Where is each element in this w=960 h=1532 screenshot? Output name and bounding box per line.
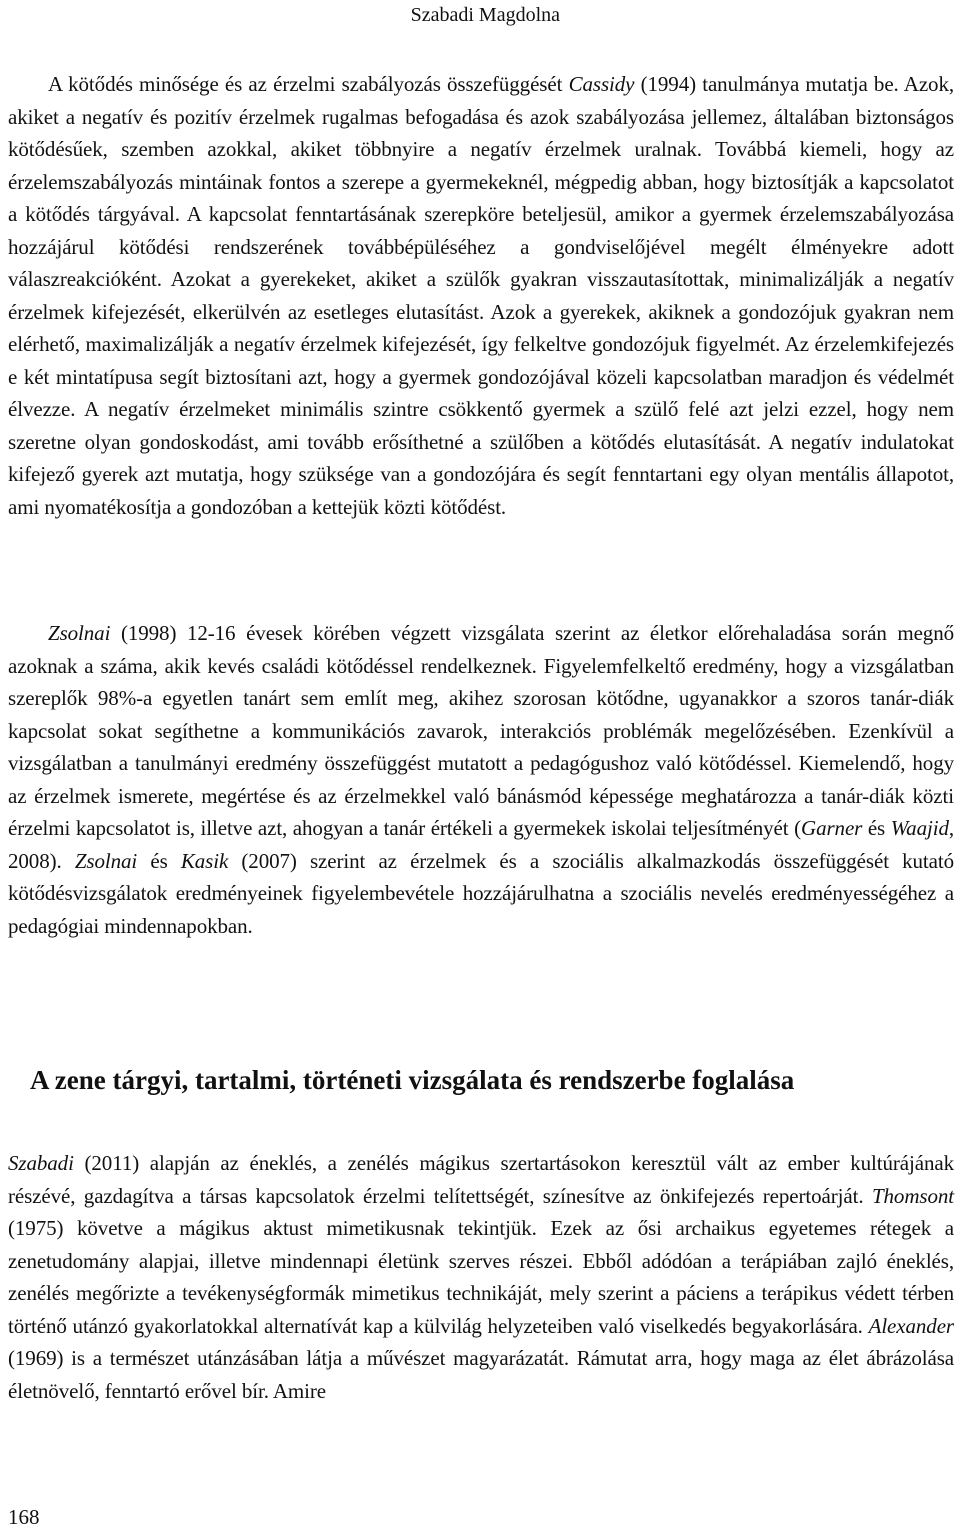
cited-author: Alexander <box>868 1313 954 1338</box>
cited-author: Zsolnai <box>48 621 111 645</box>
paragraph-text: (2011) alapján az éneklés, a zenélés mágikus szertartásokon keresztül vált az ember kultúrájának részévé, gazdagítva a társas kapcsolatok érzelmi telítettségét, színesítve az önkifejezés repertoárját. <box>8 1151 954 1208</box>
cited-author: Kasik <box>180 848 229 873</box>
cited-author: Zsolnai <box>74 848 138 873</box>
body-paragraph-3 <box>8 1147 954 1407</box>
paragraph-text: (1998) 12-16 évesek körében végzett vizsgálata szerint az életkor előrehaladása során megnő azoknak a száma, akik kevés családi kötődéssel rendelkeznek. Figyelemfelkeltő eredmény, hogy a vizsgálatban szereplők 98%-a egyetlen tanárt sem említ meg, akihez szorosan kötődne, ugyanakkor a szoros tanár-diák kapcsolat sokat segíthetne a kommunikációs zavarok, interakciós problémák megelőzésében. Ezenkívül a vizsgálatban a tanulmányi eredmény összefüggést mutatott a pedagógushoz való kötődéssel. Kiemelendő, hogy az érzelmek ismerete, megértése és az érzelmekkel való bánásmód képessége meghatározza a tanár-diák közti érzelmi kapcsolatot is, illetve azt, ahogyan a tanár értékeli a gyermekek iskolai teljesítményét ( <box>8 621 954 840</box>
paragraph-text: A kötődés minősége és az érzelmi szabályozás összefüggését <box>48 72 569 96</box>
running-header: Szabadi Magdolna <box>410 4 560 26</box>
cited-author: Thomsont <box>871 1183 954 1208</box>
cited-author: Garner <box>801 816 863 840</box>
paragraph-text: (1975) követve a mágikus aktust mimetikusnak tekintjük. Ezek az ősi archaikus egyetemes rétegek a zenetudomány alapjai, illetve mindennapi életünk szerves részei. Ebből adódóan a terápiában zajló éneklés, zenélés megőrizte a tevékenységformák mimetikus technikáját, mely szerint a páciens a terápikus védett térben történő utánzó gyakorlatokkal alternatívát kap a külvilág helyzeteiben való viselkedés begyakorlására. <box>8 1216 954 1338</box>
section-heading: A zene tárgyi, tartalmi, történeti vizsgálata és rendszerbe foglalása <box>30 1065 795 1095</box>
cited-author: Cassidy <box>568 72 635 96</box>
paragraph-text: (2007) szerint az érzelmek és a szociális alkalmazkodás összefüggését kutató kötődésvizsgálatok eredményeinek figyelembevétele hozzájárulhatna a szociális nevelés eredményességéhez a pedagógiai mindennapokban. <box>8 848 955 938</box>
body-paragraph-1 <box>8 68 954 523</box>
paragraph-text: (1969) is a természet utánzásában látja a művészet magyarázatát. Rámutat arra, hogy maga az élet ábrázolása életnövelő, fenntartó erővel bír. Amire <box>8 1346 954 1403</box>
body-paragraph-2 <box>8 617 954 942</box>
cited-author: Waajid <box>890 816 949 840</box>
page-number: 168 <box>8 1505 40 1529</box>
paragraph-text: és <box>862 816 891 840</box>
paragraph-text: és <box>137 848 181 873</box>
cited-author: Szabadi <box>8 1151 74 1175</box>
paragraph-text: , 2008). <box>8 816 954 873</box>
paragraph-text: (1994) tanulmánya mutatja be. Azok, akiket a negatív és pozitív érzelmek rugalmas befogadása és azok szabályozása jellemez, általában biztonságos kötődésűek, szemben azokkal, akiket többnyire a negatív érzelmek uralnak. Továbbá kiemeli, hogy az érzelemszabályozás mintáinak fontos a szerepe a gyermekeknél, mégpedig abban, hogy biztosítják a kapcsolatot a kötődés tárgyával. A kapcsolat fenntartásának szerepköre beteljesül, amikor a gyermek érzelemszabályozása hozzájárul kötődési rendszerének továbbépüléséhez a gondviselőjével megélt élményekre adott válaszreakcióként. Azokat a gyerekeket, akiket a szülők gyakran visszautasítottak, minimalizálják a negatív érzelmek kifejezését, elkerülvén az esetleges elutasítást. Azok a gyerekek, akiknek a gondozójuk gyakran nem elérhető, maximalizálják a negatív érzelmek kifejezését, így felkeltve gondozójuk figyelmét. Az érzelemkifejezés e két mintatípusa segít biztosítani azt, hogy a gyermek gondozójával közeli kapcsolatban maradjon és védelmét élvezze. A negatív érzelmeket minimális szintre csökkentő gyermek a szülő felé azt jelzi ezzel, hogy nem szeretne olyan gondoskodást, ami tovább erősíthetné a szülőben a kötődés elutasítását. A negatív indulatokat kifejező gyerek azt mutatja, hogy szüksége van a gondozójára és segít fenntartani egy olyan mentális állapotot, ami nyomatékosítja a gondozóban a kettejük közti kötődést. <box>8 72 954 519</box>
